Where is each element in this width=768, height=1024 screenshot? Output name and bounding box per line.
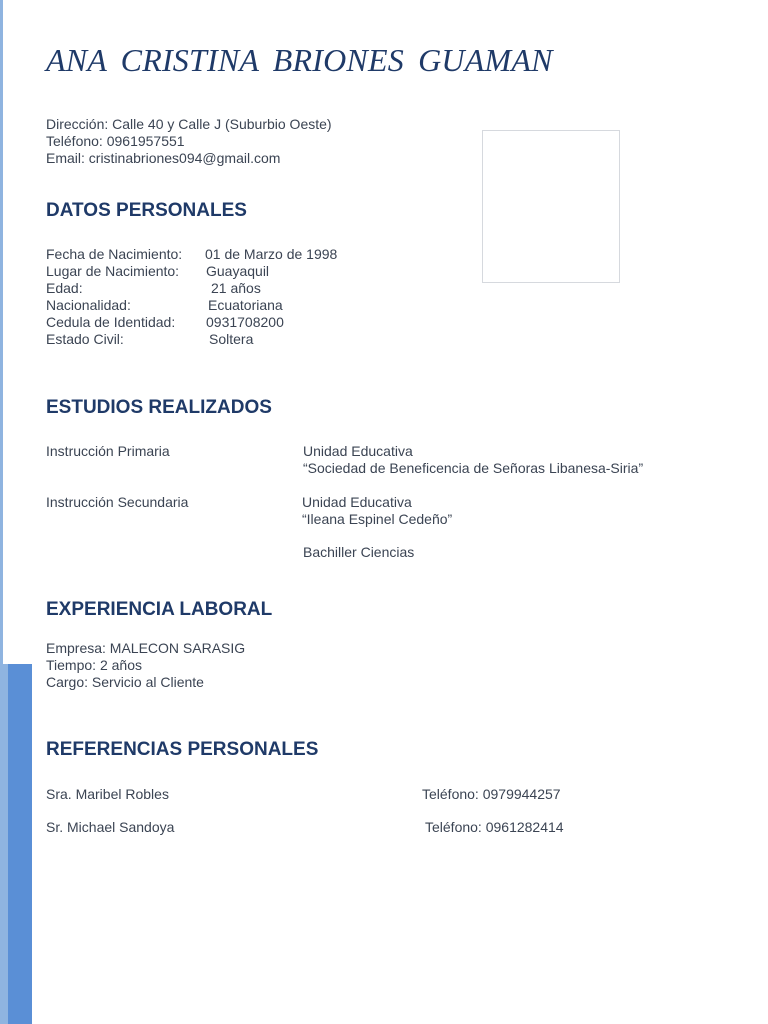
personal-label: Lugar de Nacimiento:	[46, 263, 180, 279]
personal-value: 21 años	[211, 280, 261, 296]
left-accent-bar-light	[0, 664, 8, 1024]
personal-label: Fecha de Nacimiento:	[46, 246, 183, 262]
contact-block	[46, 116, 332, 167]
personal-value: 0931708200	[206, 314, 284, 330]
study-secondary-degree: Bachiller Ciencias	[303, 544, 415, 560]
reference-phone: Teléfono: 0961282414	[425, 819, 564, 835]
study-secondary-detail	[302, 494, 452, 528]
study-primary-label: Instrucción Primaria	[46, 443, 170, 459]
experience-role: Cargo: Servicio al Cliente	[46, 674, 204, 690]
reference-name: Sra. Maribel Robles	[46, 786, 169, 802]
personal-value: Ecuatoriana	[208, 297, 283, 313]
reference-name: Sr. Michael Sandoya	[46, 819, 175, 835]
heading-experience: EXPERIENCIA LABORAL	[46, 599, 273, 620]
study-primary-institution-type: Unidad Educativa	[303, 443, 413, 459]
contact-phone: Teléfono: 0961957551	[46, 133, 185, 149]
left-accent-line	[0, 0, 3, 664]
heading-studies: ESTUDIOS REALIZADOS	[46, 397, 272, 418]
contact-email: Email: cristinabriones094@gmail.com	[46, 150, 281, 166]
study-secondary-label: Instrucción Secundaria	[46, 494, 189, 510]
personal-label: Nacionalidad:	[46, 297, 131, 313]
experience-company: Empresa: MALECON SARASIG	[46, 640, 246, 656]
contact-address: Dirección: Calle 40 y Calle J (Suburbio Oeste)	[46, 116, 332, 132]
photo-placeholder	[482, 130, 620, 283]
heading-personal: DATOS PERSONALES	[46, 200, 247, 221]
study-secondary-institution-name: “Ileana Espinel Cedeño”	[302, 511, 453, 527]
experience-time: Tiempo: 2 años	[46, 657, 142, 673]
resume-name: ANA CRISTINA BRIONES GUAMAN	[46, 42, 553, 78]
personal-value: Soltera	[209, 331, 254, 347]
personal-value: 01 de Marzo de 1998	[205, 246, 338, 262]
left-accent-bar	[8, 664, 32, 1024]
personal-label: Cedula de Identidad:	[46, 314, 176, 330]
heading-references: REFERENCIAS PERSONALES	[46, 739, 319, 760]
experience-block	[46, 640, 245, 691]
study-primary-institution-name: “Sociedad de Beneficencia de Señoras Libanesa-Siria”	[303, 460, 644, 476]
personal-value: Guayaquil	[206, 263, 270, 279]
personal-label: Estado Civil:	[46, 331, 124, 347]
study-primary-detail	[303, 443, 643, 477]
study-secondary-institution-type: Unidad Educativa	[302, 494, 412, 510]
personal-label: Edad:	[46, 280, 83, 296]
reference-phone: Teléfono: 0979944257	[422, 786, 561, 802]
